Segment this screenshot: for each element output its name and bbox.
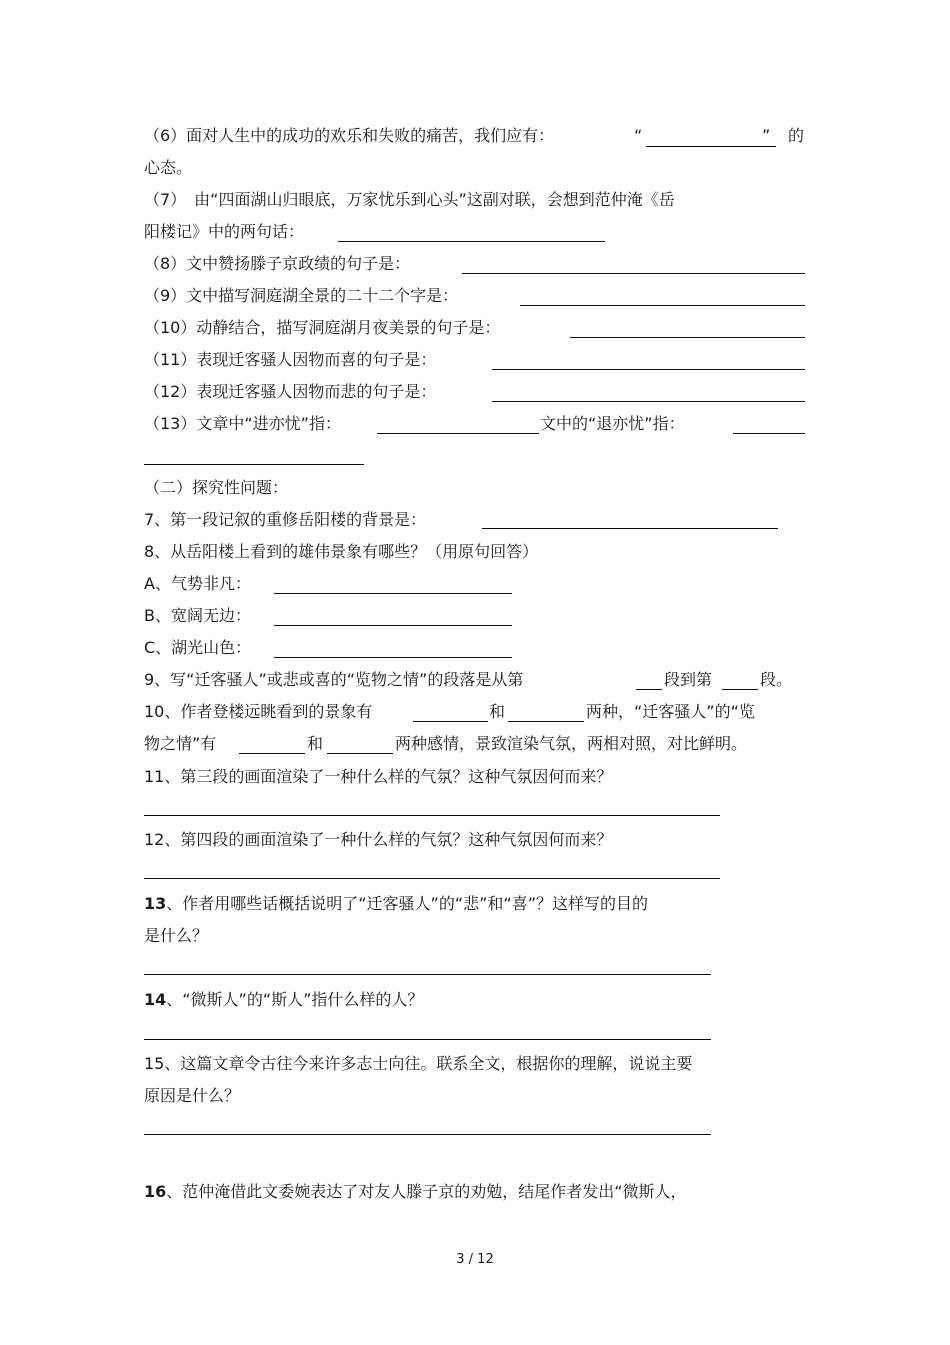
p8-c-label: C、湖光山色： [144,638,252,657]
p9-text-c: 段。 [760,670,793,689]
q9-answer-blank[interactable] [520,305,805,306]
q6-line-2: 心态。 [144,158,193,177]
q12-answer-blank[interactable] [492,401,805,402]
p10-text-d: 物之情”有 [144,734,217,753]
p7-answer-blank[interactable] [482,528,778,529]
q9-line: （9）文中描写洞庭湖全景的二十二个字是： [144,286,459,305]
q13-answer-blank-2b[interactable] [144,464,364,465]
p13-line-1 [144,894,648,914]
p10-blank-1[interactable] [413,721,488,722]
p13-line-2: 是什么？ [144,926,209,945]
p9-text-a: 9、写“迁客骚人”或悲或喜的“览物之情”的段落是从第 [144,670,524,689]
q8-line: （8）文中赞扬滕子京政绩的句子是： [144,254,411,273]
q10-line: （10）动静结合，描写洞庭湖月夜美景的句子是： [144,318,501,337]
q12-line: （12）表现迁客骚人因物而悲的句子是： [144,382,437,401]
q6-answer-blank[interactable] [646,146,776,147]
p14-line [144,990,423,1010]
p15-line-1: 15、这篇文章令古往今来许多志士向往。联系全文，根据你的理解，说说主要 [144,1054,693,1073]
p8-line: 8、从岳阳楼上看到的雄伟景象有哪些？（用原句回答） [144,542,539,561]
q6-quote-close: ” [762,126,771,145]
p16-text: 、范仲淹借此文委婉表达了对友人滕子京的劝勉，结尾作者发出“微斯人， [166,1182,687,1201]
p16-number: 16 [144,1182,167,1201]
q13-answer-blank-1[interactable] [377,433,539,434]
p16-line [144,1182,687,1202]
p11-line: 11、第三段的画面渲染了一种什么样的气氛？这种气氛因何而来？ [144,767,613,786]
p10-text-f: 两种感情，景致渲染气氛，两相对照，对比鲜明。 [395,734,748,753]
p8-c-blank[interactable] [274,657,512,658]
q6-text: （6）面对人生中的成功的欢乐和失败的痛苦，我们应有： [144,126,555,145]
p14-text: 、“微斯人”的“斯人”指什么样的人？ [166,990,424,1009]
p8-b-blank[interactable] [274,625,512,626]
p15-line-2: 原因是什么？ [144,1086,241,1105]
q7-line-1: （7） 由“四面湖山归眼底，万家忧乐到心头”这副对联，会想到范仲淹《岳 [144,190,675,209]
q13-answer-blank-2a[interactable] [733,433,805,434]
q6-line-1 [144,126,554,146]
q6-quote-open: “ [634,126,643,145]
p12-line: 12、第四段的画面渲染了一种什么样的气氛？这种气氛因何而来？ [144,830,613,849]
p9-text-b: 段到第 [664,670,713,689]
p9-blank-end[interactable] [722,689,758,690]
p12-answer-blank[interactable] [144,878,720,879]
p8-a-label: A、气势非凡： [144,574,251,593]
p9-blank-start[interactable] [636,689,662,690]
p13-number: 13 [144,894,167,913]
p13-answer-blank[interactable] [144,974,711,975]
q11-line: （11）表现迁客骚人因物而喜的句子是： [144,350,437,369]
section-title: （二）探究性问题： [144,478,289,497]
q6-suffix: 的 [788,126,805,145]
p15-answer-blank[interactable] [144,1134,711,1135]
p14-number: 14 [144,990,167,1009]
p10-text-e: 和 [307,734,324,753]
q10-answer-blank[interactable] [570,337,805,338]
p14-answer-blank[interactable] [144,1039,711,1040]
p13-text-a: 、作者用哪些话概括说明了“迁客骚人”的“悲”和“喜”？这样写的目的 [166,894,649,913]
q11-answer-blank[interactable] [492,369,805,370]
p8-b-label: B、宽阔无边： [144,606,251,625]
q13-line-a: （13）文章中“进亦忧”指： [144,414,341,433]
q7-line-2: 阳楼记》中的两句话： [144,222,305,241]
p10-text-a: 10、作者登楼远眺看到的景象有 [144,702,373,721]
p7-line: 7、第一段记叙的重修岳阳楼的背景是： [144,510,427,529]
p11-answer-blank[interactable] [144,815,720,816]
q13-line-b: 文中的“退亦忧”指： [540,414,685,433]
page-number: 3 / 12 [456,1252,494,1267]
q7-answer-blank[interactable] [338,241,605,242]
p10-blank-2[interactable] [508,721,584,722]
p10-blank-3[interactable] [239,753,305,754]
p10-text-b: 和 [489,702,506,721]
p10-blank-4[interactable] [327,753,393,754]
p10-text-c: 两种，“迁客骚人”的“览 [586,702,755,721]
p8-a-blank[interactable] [274,593,512,594]
q8-answer-blank[interactable] [462,273,805,274]
